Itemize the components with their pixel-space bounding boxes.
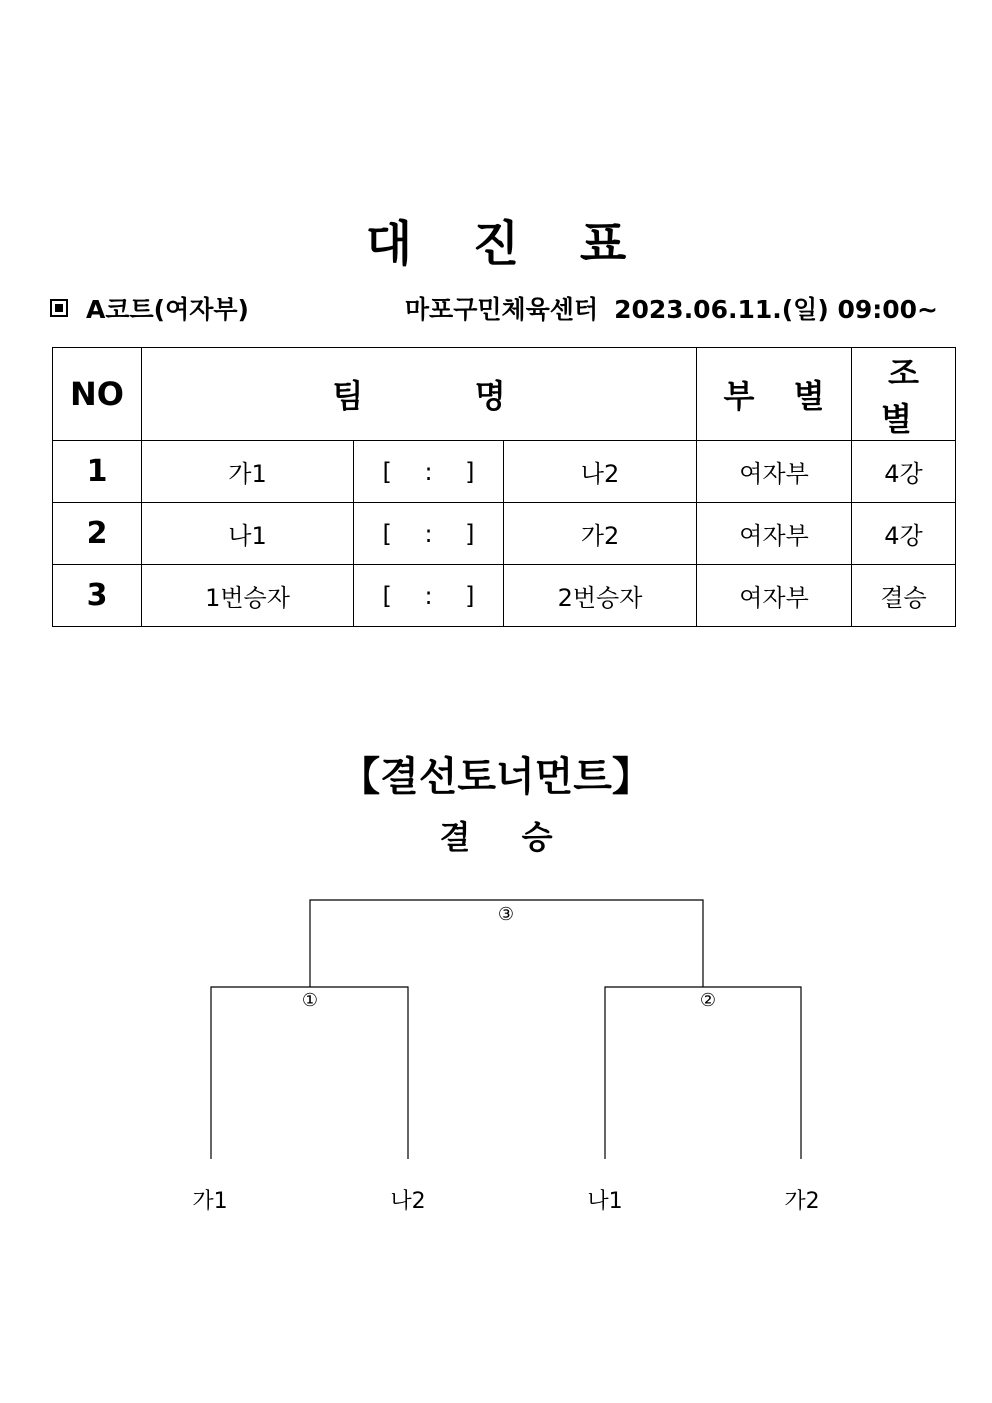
bracket-title: 【결선토너먼트】	[340, 754, 652, 800]
datetime-label: 2023.06.11.(일) 09:00~	[614, 295, 938, 324]
court-label: A코트(여자부)	[86, 295, 249, 324]
header-group: 조 별	[852, 348, 956, 441]
match-3-label: ③	[497, 904, 515, 925]
header-no: NO	[53, 348, 142, 441]
row-no: 2	[53, 503, 142, 565]
division-cell: 여자부	[697, 503, 852, 565]
header-team: 팀 명	[142, 348, 697, 441]
team-b: 나2	[504, 441, 697, 503]
score-cell[interactable]: [ : ]	[354, 503, 504, 565]
team-a: 1번승자	[142, 565, 354, 627]
match-2-label: ②	[699, 990, 717, 1011]
group-cell: 4강	[852, 441, 956, 503]
venue-label: 마포구민체육센터	[404, 295, 599, 324]
score-cell[interactable]: [ : ]	[354, 441, 504, 503]
division-cell: 여자부	[697, 441, 852, 503]
bracket-team: 나2	[390, 1189, 426, 1214]
row-no: 1	[53, 441, 142, 503]
row-no: 3	[53, 565, 142, 627]
group-cell: 4강	[852, 503, 956, 565]
team-b: 가2	[504, 503, 697, 565]
match-1-label: ①	[301, 990, 319, 1011]
division-cell: 여자부	[697, 565, 852, 627]
page-title: 대 진 표	[365, 216, 649, 272]
group-cell: 결승	[852, 565, 956, 627]
bracket-subtitle: 결 승	[439, 818, 573, 856]
team-a: 가1	[142, 441, 354, 503]
header-division: 부 별	[697, 348, 852, 441]
team-b: 2번승자	[504, 565, 697, 627]
team-a: 나1	[142, 503, 354, 565]
bracket-team: 나1	[587, 1189, 623, 1214]
bracket-team: 가2	[784, 1189, 820, 1214]
bracket-team: 가1	[192, 1189, 228, 1214]
score-cell[interactable]: [ : ]	[354, 565, 504, 627]
